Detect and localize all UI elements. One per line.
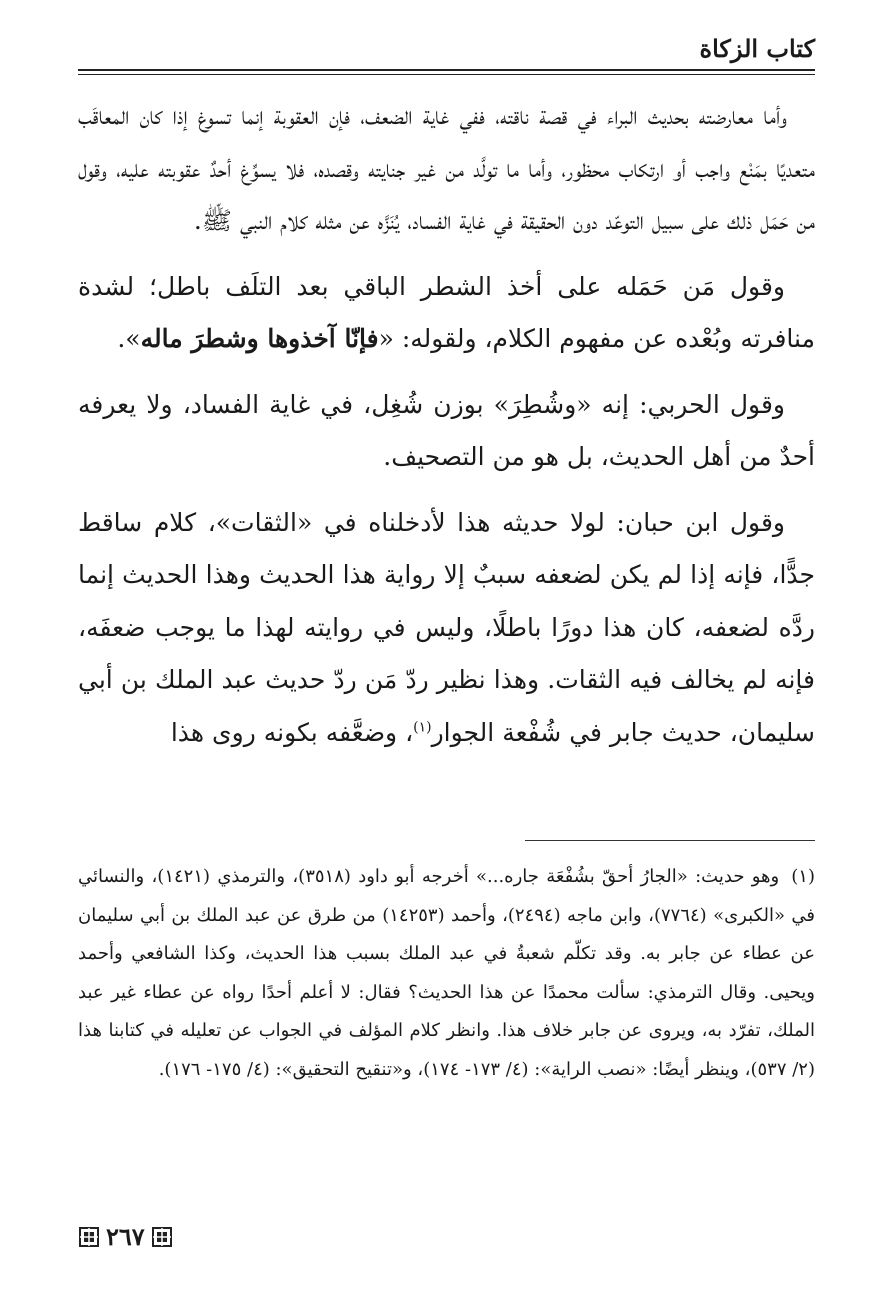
paragraph-4-text: وقول ابن حبان: لولا حديثه هذا لأدخلناه في «الثقات»، كلام ساقط جدًّا، فإنه إذا لم يكن لضعفه سببٌ إلا رواية هذا الحديث وهذا الحديث إنما ردَّه لضعفه، كان هذا دورًا باطلًا، وليس في روايته لهذا ما يوجب ضعفَه، فإنه لم يخالف فيه الثقات. وهذا نظير ردّ مَن ردّ حديث عبد الملك بن أبي سليمان، حديث جابر في شُفْعة الجوار (78, 507, 815, 747)
running-header: كتاب الزكاة (699, 34, 815, 63)
footnote-number: (١) (791, 866, 815, 887)
page-number: ٢٦٧ (106, 1222, 145, 1251)
paragraph-2-text: وقول مَن حَمَله على أخذ الشطر الباقي بعد التلَف باطل؛ لشدة منافرته وبُعْده عن مفهوم الكلام، ولقوله: « (78, 271, 815, 353)
header-rule-thick (78, 69, 815, 71)
page-number-block (78, 1222, 173, 1251)
header-rule-thin (78, 74, 815, 75)
ornament-icon (78, 1226, 100, 1248)
footnote (78, 858, 815, 1089)
paragraph-2 (78, 261, 815, 366)
paragraph-1: وأما معارضته بحديث البراء في قصة ناقته، ففي غاية الضعف، فإن العقوبة إنما تسوغ إذا كان المعاقَب متعديًا بمَنْع واجب أو ارتكاب محظور، وأما ما تولَّد من غير جنايته وقصده، فلا يسوِّغ أحدٌ عقوبته عليه، وقول من حَمَل ذلك على سبيل التوعّد دون الحقيقة في غاية الفساد، يُنَزَّه عن مثله كلام النبي ﷺ. (78, 101, 815, 235)
main-text (78, 90, 815, 772)
ornament-icon (151, 1226, 173, 1248)
footnote-text: وهو حديث: «الجارُ أحقّ بشُفْعَة جاره...» أخرجه أبو داود (٣٥١٨)، والترمذي (١٤٢١)، والنسائي في «الكبرى» (٧٧٦٤)، وابن ماجه (٢٤٩٤)، وأحمد (١٤٢٥٣) من طرق عن عبد الملك بن أبي سليمان عن عطاء عن جابر به. وقد تكلّم شعبةُ في عبد الملك بسبب هذا الحديث، وكذا الشافعي وأحمد ويحيى. وقال الترمذي: سألت محمدًا عن هذا الحديث؟ فقال: لا أعلم أحدًا رواه عن عطاء غير عبد الملك، تفرّد به، ويروى عن جابر خلاف هذا. وانظر كلام المؤلف في الجواب عن تعليله في كتابنا هذا (٢/ ٥٣٧)، وينظر أيضًا: «نصب الراية»: (٤/ ١٧٣- ١٧٤)، و«تنقيح التحقيق»: (٤/ ١٧٥- ١٧٦). (78, 866, 815, 1080)
paragraph-3: وقول الحربي: إنه «وشُطِرَ» بوزن شُغِل، في غاية الفساد، ولا يعرفه أحدٌ من أهل الحديث، بل هو من التصحيف. (78, 389, 815, 471)
paragraph-4-end: ، وضعَّفه بكونه روى هذا (170, 717, 414, 747)
footnote-separator (525, 840, 815, 841)
hadith-quote: فإنّا آخذوها وشطرَ ماله (140, 324, 379, 353)
paragraph-2-end: ». (117, 324, 141, 353)
footnote-ref[interactable]: (١) (413, 719, 432, 736)
paragraph-4 (78, 497, 815, 760)
